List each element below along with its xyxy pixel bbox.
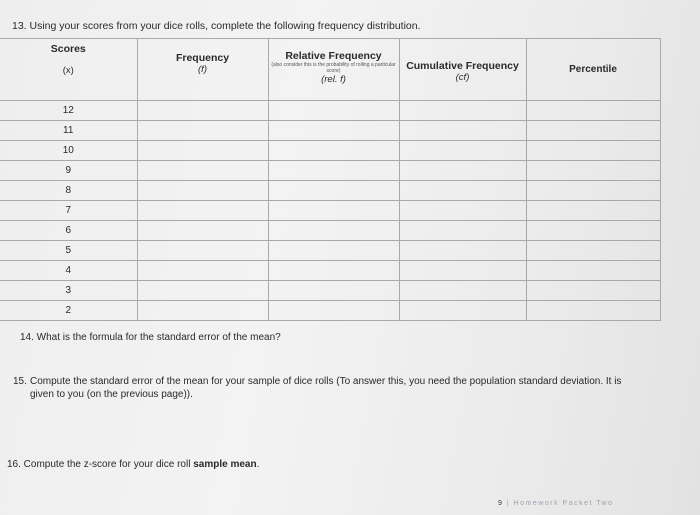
table-row [0, 101, 660, 121]
relative-frequency-blank-cell[interactable] [268, 121, 399, 141]
cumulative-frequency-blank-cell[interactable] [399, 161, 526, 181]
frequency-blank-cell[interactable] [137, 181, 268, 201]
cumulative-frequency-blank-cell[interactable] [399, 181, 526, 201]
score-cell: 8 [0, 181, 137, 201]
question-16-text: 16. Compute the z-score for your dice roll [7, 459, 194, 470]
header-percentile-label: Percentile [569, 64, 617, 75]
frequency-blank-cell[interactable] [137, 261, 268, 281]
score-cell: 11 [0, 121, 137, 141]
relative-frequency-blank-cell[interactable] [268, 181, 399, 201]
score-cell: 10 [0, 141, 137, 161]
table-row [0, 161, 660, 181]
table-row [0, 121, 660, 141]
percentile-blank-cell[interactable] [526, 261, 660, 281]
percentile-blank-cell[interactable] [526, 121, 660, 141]
header-percentile [526, 39, 660, 101]
question-15-line-2: given to you (on the previous page)). [30, 389, 193, 400]
question-16-emphasis: sample mean [193, 459, 257, 470]
percentile-blank-cell[interactable] [526, 181, 660, 201]
question-16-suffix: . [256, 459, 260, 470]
cumulative-frequency-blank-cell[interactable] [399, 201, 526, 221]
cumulative-frequency-blank-cell[interactable] [399, 241, 526, 261]
question-13: 13. Using your scores from your dice rolls, complete the following frequency distribution. [12, 20, 421, 32]
relative-frequency-blank-cell[interactable] [268, 101, 399, 121]
footer-text: | Homework Packet Two [506, 500, 614, 507]
frequency-blank-cell[interactable] [137, 301, 268, 321]
percentile-blank-cell[interactable] [526, 161, 660, 181]
table-row [0, 141, 660, 161]
frequency-blank-cell[interactable] [137, 201, 268, 221]
header-relative-label: Relative Frequency [285, 50, 382, 62]
percentile-blank-cell[interactable] [526, 141, 660, 161]
percentile-blank-cell[interactable] [526, 281, 660, 301]
relative-frequency-blank-cell[interactable] [268, 201, 399, 221]
cumulative-frequency-blank-cell[interactable] [399, 101, 526, 121]
table-row [0, 301, 660, 321]
page-footer [498, 500, 614, 507]
table-row [0, 221, 660, 241]
header-frequency-label: Frequency [175, 52, 230, 64]
header-frequency [137, 39, 268, 101]
relative-frequency-blank-cell[interactable] [268, 241, 399, 261]
header-scores-label: Scores [50, 43, 86, 55]
score-cell: 12 [0, 101, 137, 121]
cumulative-frequency-blank-cell[interactable] [399, 121, 526, 141]
frequency-blank-cell[interactable] [137, 241, 268, 261]
header-relative-frequency [268, 39, 399, 101]
relative-frequency-blank-cell[interactable] [268, 281, 399, 301]
relative-frequency-blank-cell[interactable] [268, 261, 399, 281]
percentile-blank-cell[interactable] [526, 201, 660, 221]
question-15 [13, 375, 685, 401]
header-frequency-symbol: (f) [198, 64, 207, 75]
question-14: 14. What is the formula for the standard error of the mean? [20, 332, 281, 343]
score-cell: 2 [0, 301, 137, 321]
table-row [0, 181, 660, 201]
header-cumulative-label: Cumulative Frequency [406, 60, 519, 72]
cumulative-frequency-blank-cell[interactable] [399, 301, 526, 321]
relative-frequency-blank-cell[interactable] [268, 221, 399, 241]
header-relative-hint: (also consider this is the probability of rolling a particular score) [271, 62, 396, 74]
frequency-blank-cell[interactable] [137, 121, 268, 141]
score-cell: 5 [0, 241, 137, 261]
percentile-blank-cell[interactable] [526, 301, 660, 321]
relative-frequency-blank-cell[interactable] [268, 301, 399, 321]
header-relative-symbol: (rel. f) [321, 74, 346, 85]
relative-frequency-blank-cell[interactable] [268, 161, 399, 181]
table-row [0, 261, 660, 281]
score-cell: 7 [0, 201, 137, 221]
frequency-blank-cell[interactable] [137, 101, 268, 121]
frequency-blank-cell[interactable] [137, 161, 268, 181]
table-header-row [0, 39, 660, 101]
cumulative-frequency-blank-cell[interactable] [399, 261, 526, 281]
header-cumulative-symbol: (cf) [455, 72, 470, 83]
percentile-blank-cell[interactable] [526, 221, 660, 241]
frequency-blank-cell[interactable] [137, 221, 268, 241]
question-15-number: 15. [13, 376, 27, 387]
frequency-blank-cell[interactable] [137, 281, 268, 301]
score-cell: 3 [0, 281, 137, 301]
page-number: 9 [498, 500, 504, 507]
score-cell: 4 [0, 261, 137, 281]
relative-frequency-blank-cell[interactable] [268, 141, 399, 161]
frequency-blank-cell[interactable] [137, 141, 268, 161]
table-row [0, 241, 660, 261]
question-16 [7, 458, 259, 471]
cumulative-frequency-blank-cell[interactable] [399, 281, 526, 301]
cumulative-frequency-blank-cell[interactable] [399, 141, 526, 161]
cumulative-frequency-blank-cell[interactable] [399, 221, 526, 241]
percentile-blank-cell[interactable] [526, 101, 660, 121]
score-cell: 9 [0, 161, 137, 181]
header-scores [0, 39, 137, 101]
header-scores-symbol: (x) [62, 65, 74, 76]
score-cell: 6 [0, 221, 137, 241]
table-row [0, 281, 660, 301]
percentile-blank-cell[interactable] [526, 241, 660, 261]
question-15-line-1: Compute the standard error of the mean for your sample of dice rolls (To answer this, you need the population standard deviation. It is [30, 376, 622, 387]
table-row [0, 201, 660, 221]
frequency-distribution-table [0, 38, 661, 321]
header-cumulative-frequency [399, 39, 526, 101]
